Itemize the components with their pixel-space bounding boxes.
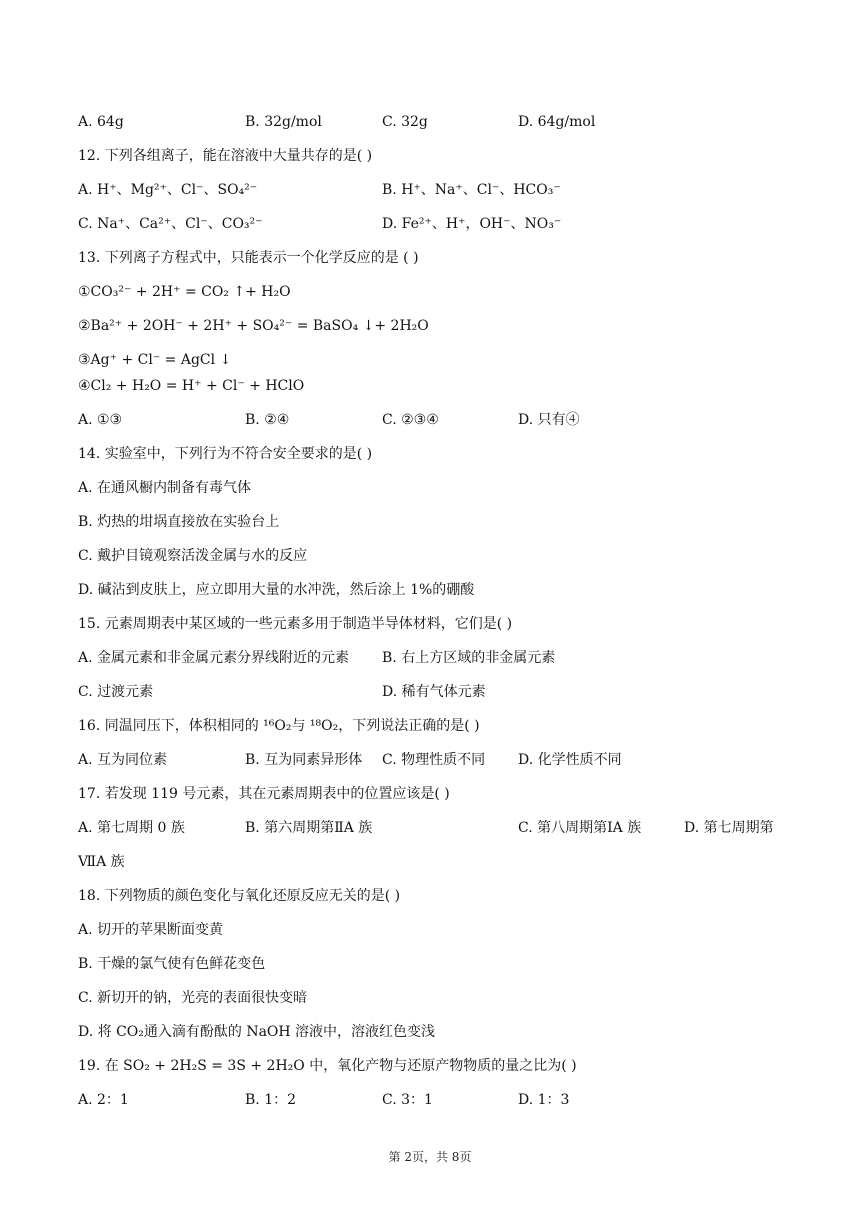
q14-option-a: A. 在通风橱内制备有毒气体 xyxy=(78,480,252,496)
q16-option-d: D. 化学性质不同 xyxy=(518,752,622,768)
q19-option-b: B. 1：2 xyxy=(245,1092,297,1108)
q15-option-a: A. 金属元素和非金属元素分界线附近的元素 xyxy=(78,650,350,666)
q16-stem: 16. 同温同压下，体积相同的 ¹⁶O₂与 ¹⁸O₂，下列说法正确的是( ) xyxy=(78,718,480,734)
q13-stem: 13. 下列离子方程式中，只能表示一个化学反应的是 ( ) xyxy=(78,250,419,266)
q12-option-a: A. H⁺、Mg²⁺、Cl⁻、SO₄²⁻ xyxy=(78,182,258,198)
q13-equation-2: ②Ba²⁺ + 2OH⁻ + 2H⁺ + SO₄²⁻ = BaSO₄ ↓+ 2H₂O xyxy=(78,318,429,334)
q18-option-b: B. 干燥的氯气使有色鲜花变色 xyxy=(78,956,266,972)
q14-option-b: B. 灼热的坩埚直接放在实验台上 xyxy=(78,514,280,530)
q18-stem: 18. 下列物质的颜色变化与氧化还原反应无关的是( ) xyxy=(78,888,401,904)
q13-option-b: B. ②④ xyxy=(245,412,290,428)
q19-option-a: A. 2：1 xyxy=(78,1092,129,1108)
q11-option-d: D. 64g/mol xyxy=(518,114,596,130)
q13-equation-1: ①CO₃²⁻ + 2H⁺ = CO₂ ↑+ H₂O xyxy=(78,284,291,300)
q15-option-d: D. 稀有气体元素 xyxy=(382,684,486,700)
q18-option-d: D. 将 CO₂通入滴有酚酞的 NaOH 溶液中，溶液红色变浅 xyxy=(78,1024,436,1040)
q13-equation-3: ③Ag⁺ + Cl⁻ = AgCl ↓ xyxy=(78,352,232,368)
q17-option-b: B. 第六周期第ⅡA 族 xyxy=(245,820,373,836)
q16-option-a: A. 互为同位素 xyxy=(78,752,168,768)
q13-option-a: A. ①③ xyxy=(78,412,123,428)
q13-option-c: C. ②③④ xyxy=(382,412,439,428)
page-footer: 第 2页，共 8页 xyxy=(388,1150,472,1164)
q13-option-d: D. 只有④ xyxy=(518,412,580,428)
q18-option-a: A. 切开的苹果断面变黄 xyxy=(78,922,224,938)
q19-option-d: D. 1：3 xyxy=(518,1092,570,1108)
q11-option-c: C. 32g xyxy=(382,114,428,130)
q19-stem: 19. 在 SO₂ + 2H₂S = 3S + 2H₂O 中，氧化产物与还原产物物质的量之比为( ) xyxy=(78,1058,577,1074)
q17-option-d: D. 第七周期第 xyxy=(684,820,774,836)
q12-option-b: B. H⁺、Na⁺、Cl⁻、HCO₃⁻ xyxy=(382,182,561,198)
q17-option-c: C. 第八周期第ⅠA 族 xyxy=(518,820,642,836)
q19-option-c: C. 3：1 xyxy=(382,1092,433,1108)
q12-option-d: D. Fe²⁺、H⁺，OH⁻、NO₃⁻ xyxy=(382,216,562,232)
q14-option-c: C. 戴护目镜观察活泼金属与水的反应 xyxy=(78,548,308,564)
q17-stem: 17. 若发现 119 号元素，其在元素周期表中的位置应该是( ) xyxy=(78,786,450,802)
q17-option-a: A. 第七周期 0 族 xyxy=(78,820,185,836)
q15-option-c: C. 过渡元素 xyxy=(78,684,154,700)
q11-option-b: B. 32g/mol xyxy=(245,114,322,130)
q17-option-d-continued: ⅦA 族 xyxy=(78,854,125,870)
q16-option-c: C. 物理性质不同 xyxy=(382,752,486,768)
q11-option-a: A. 64g xyxy=(78,114,124,130)
q14-option-d: D. 碱沾到皮肤上，应立即用大量的水冲洗，然后涂上 1%的硼酸 xyxy=(78,582,475,598)
q13-equation-4: ④Cl₂ + H₂O = H⁺ + Cl⁻ + HClO xyxy=(78,378,305,394)
q12-stem: 12. 下列各组离子，能在溶液中大量共存的是( ) xyxy=(78,148,373,164)
q15-stem: 15. 元素周期表中某区域的一些元素多用于制造半导体材料，它们是( ) xyxy=(78,616,513,632)
q18-option-c: C. 新切开的钠，光亮的表面很快变暗 xyxy=(78,990,308,1006)
q16-option-b: B. 互为同素异形体 xyxy=(245,752,363,768)
q14-stem: 14. 实验室中，下列行为不符合安全要求的是( ) xyxy=(78,446,373,462)
q12-option-c: C. Na⁺、Ca²⁺、Cl⁻、CO₃²⁻ xyxy=(78,216,263,232)
q15-option-b: B. 右上方区域的非金属元素 xyxy=(382,650,556,666)
